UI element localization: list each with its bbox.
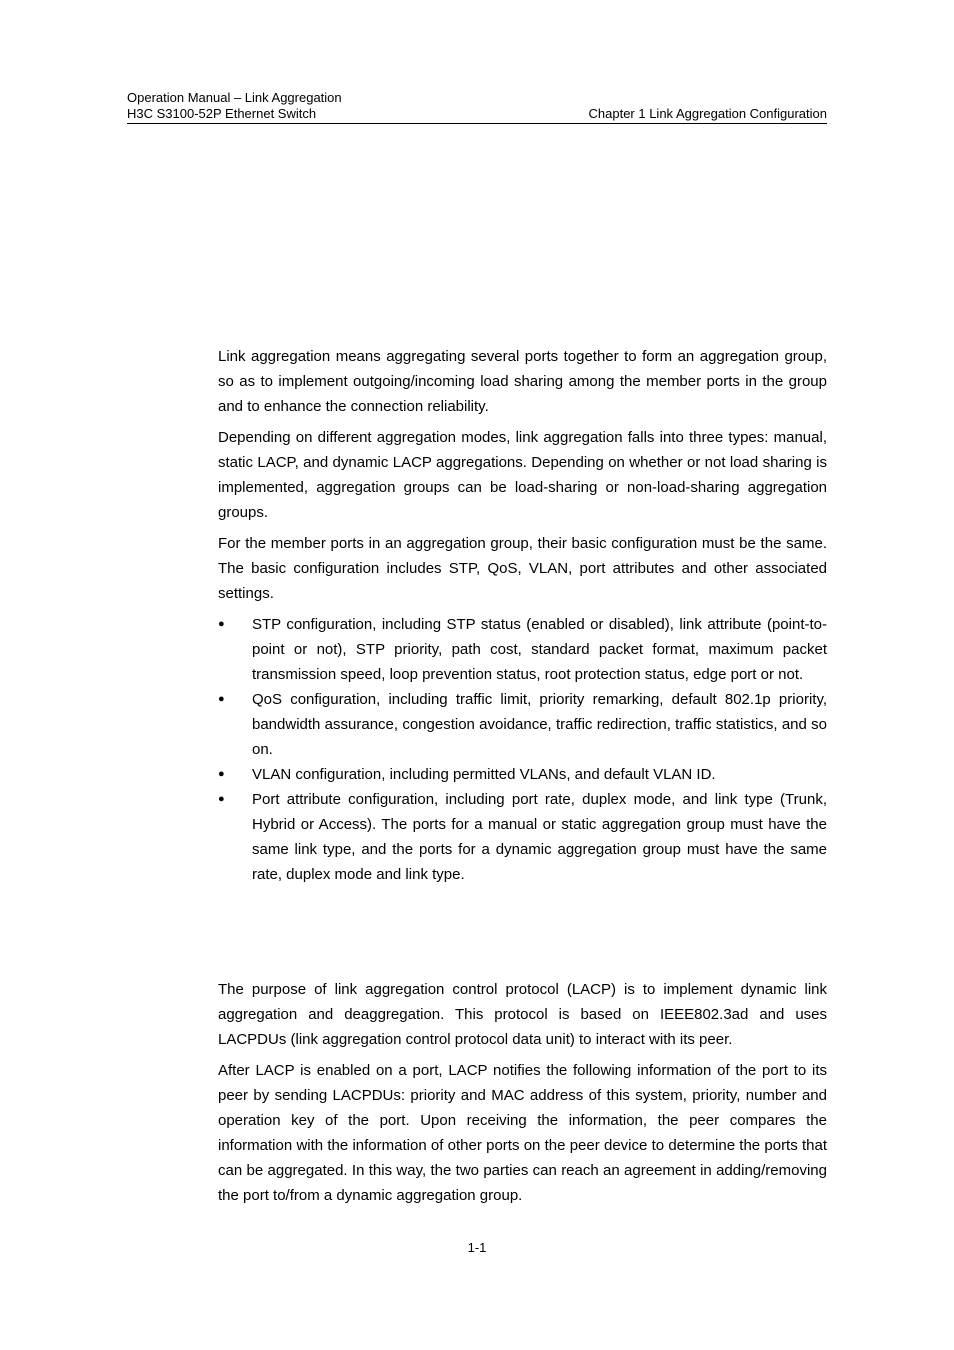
bullet-icon: ● [218,693,225,705]
page-header [127,90,827,124]
bullet-icon: ● [218,793,225,805]
bullet-icon: ● [218,618,225,630]
paragraph: After LACP is enabled on a port, LACP notifies the following information of the port to its peer by sending LACPDUs: priority and MAC address of this system, priority, number and operation key of the port. Upon receiving the information, the peer compares the information with the information of other ports on the peer device to determine the ports that can be aggregated. In this way, the two parties can reach an agreement in adding/removing the port to/from a dynamic aggregation group. [218,1062,827,1204]
product-name: H3C S3100-52P Ethernet Switch [127,106,317,121]
paragraph: The purpose of link aggregation control protocol (LACP) is to implement dynamic link aggregation and deaggregation. This protocol is based on IEEE802.3ad and uses LACPDUs (link aggregation control protocol data unit) to interact with its peer. [218,981,827,1048]
paragraph: Depending on different aggregation modes, link aggregation falls into three types: manual, static LACP, and dynamic LACP aggregations. Depending on whether or not load sharing is implemented, aggregation groups can be load-sharing or non-load-sharing aggregation groups. [218,429,827,521]
page-footer [0,1240,954,1256]
section-lacp-overview [218,977,827,1214]
list-item-text: Port attribute configuration, including port rate, duplex mode, and link type (Trunk, Hybrid or Access). The ports for a manual or static aggregation group must have the same link type, and the ports for a dynamic aggregation group must have the same rate, duplex mode and link type. [252,791,827,883]
manual-title: Operation Manual – Link Aggregation [127,90,342,105]
paragraph: Link aggregation means aggregating several ports together to form an aggregation group, so as to implement outgoing/incoming load sharing among the member ports in the group and to enhance the connection reliability. [218,348,827,415]
section-link-aggregation-overview [218,344,827,887]
list-item [218,687,827,762]
header-row-bottom [127,106,827,122]
list-item [218,612,827,687]
list-item [218,762,827,787]
paragraph: For the member ports in an aggregation group, their basic configuration must be the same. The basic configuration includes STP, QoS, VLAN, port attributes and other associated settings. [218,535,827,602]
list-item-text: QoS configuration, including traffic limit, priority remarking, default 802.1p priority, bandwidth assurance, congestion avoidance, traffic redirection, traffic statistics, and so on. [252,691,827,758]
bullet-icon: ● [218,768,225,780]
list-item [218,787,827,887]
chapter-title: Chapter 1 Link Aggregation Configuration [588,106,827,121]
list-item-text: STP configuration, including STP status (enabled or disabled), link attribute (point-to-point or not), STP priority, path cost, standard packet format, maximum packet transmission speed, loop prevention status, root protection status, edge port or not. [252,616,827,683]
list-item-text: VLAN configuration, including permitted VLANs, and default VLAN ID. [252,766,716,783]
header-row-top [127,90,827,106]
page-number: 1-1 [467,1240,487,1255]
basic-configuration-list [218,612,827,887]
